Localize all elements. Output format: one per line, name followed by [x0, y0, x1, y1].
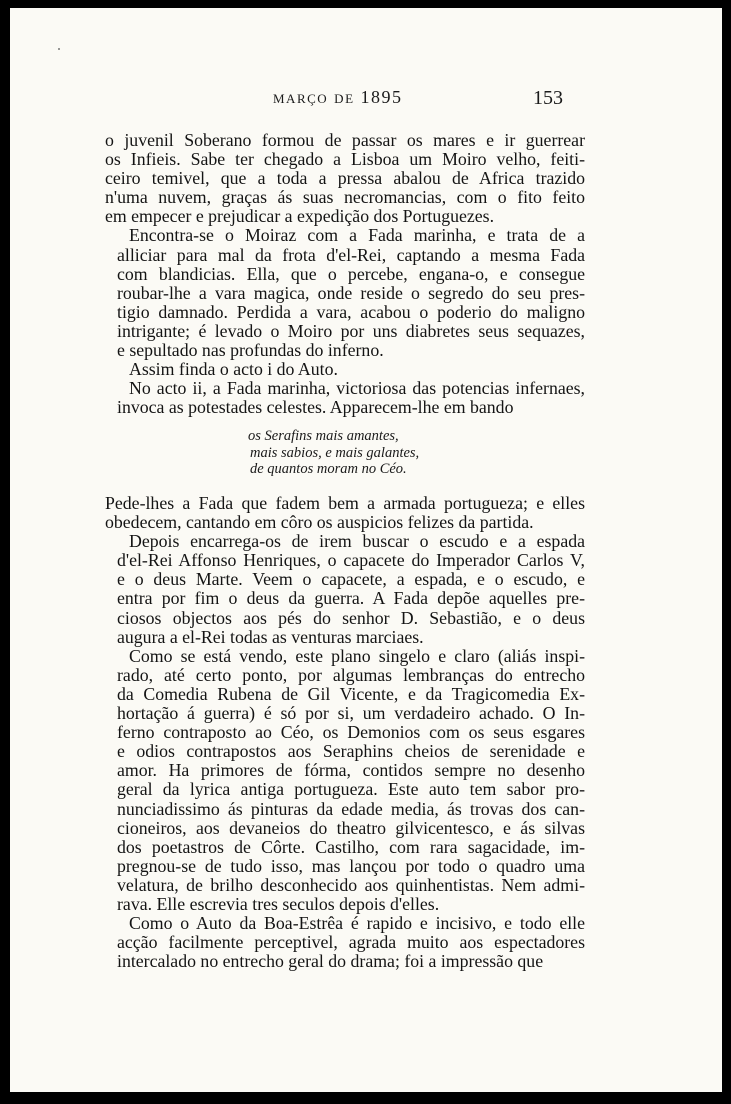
text-line: cioneiros, aos devaneios do theatro gilvicentesco, e ás silvas	[117, 817, 585, 838]
text-line: Como o Auto da Boa-Estrêa é rapido e incisivo, e todo elle	[129, 913, 585, 934]
text-line: intercalado no entrecho geral do drama; foi a impressão que	[117, 951, 544, 972]
text-line: ceiro temivel, que a toda a pressa abalou de Africa trazido	[105, 168, 585, 189]
paragraph	[105, 131, 585, 226]
text-line: amor. Ha primores de fórma, contidos sempre no desenho	[117, 760, 585, 781]
text-line: velatura, de brilho desconhecido aos quinhentistas. Nem admi-	[117, 874, 585, 895]
text-line: n'uma nuvem, graças ás suas necromancias, com o fito feito	[105, 187, 585, 208]
text-line: nunciadissimo ás pinturas da edade media, ás trovas dos can-	[117, 798, 585, 819]
verse-quote	[248, 428, 419, 478]
text-line: o juvenil Soberano formou de passar os mares e ir guerrear	[105, 130, 585, 150]
text-line: Pede-lhes a Fada que fadem bem a armada portugueza; e elles	[105, 493, 585, 513]
body-text-top	[105, 131, 585, 417]
paragraph	[105, 494, 585, 532]
paragraph	[105, 379, 585, 417]
text-line: hortação á guerra) é só por si, um verdadeiro achado. O In-	[117, 703, 585, 724]
text-line: pregnou-se de tudo isso, mas lançou por todo o quadro uma	[117, 855, 585, 876]
body-text-bottom	[105, 494, 585, 971]
text-line: com blandicias. Ella, que o percebe, engana-o, e consegue	[117, 263, 585, 284]
text-line: da Comedia Rubena de Gil Vicente, e da Tragicomedia Ex-	[117, 683, 585, 704]
text-line: Assim finda o acto i do Auto.	[129, 359, 338, 380]
text-line: Depois encarrega-os de irem buscar o escudo e a espada	[129, 531, 585, 552]
text-line: e o deus Marte. Veem o capacete, a espada, e o escudo, e	[117, 569, 585, 590]
text-line: e odios contrapostos aos Seraphins cheios de serenidade e	[117, 741, 585, 762]
text-line: Encontra-se o Moiraz com a Fada marinha, e trata de a	[129, 225, 585, 246]
paragraph	[105, 360, 585, 379]
running-header	[10, 8, 722, 138]
verse-line: os Serafins mais amantes,	[248, 428, 399, 444]
verse-line: de quantos moram no Céo.	[250, 461, 407, 477]
paragraph	[105, 647, 585, 914]
text-line: os Infieis. Sabe ter chegado a Lisboa um Moiro velho, feiti-	[105, 149, 585, 170]
text-line: obedecem, cantando em côro os auspicios felizes da partida.	[105, 512, 534, 533]
page-number: 153	[533, 87, 563, 109]
paragraph	[105, 226, 585, 360]
text-line: dos poetastros de Côrte. Castilho, com rara sagacidade, im-	[117, 836, 585, 857]
text-line: ciosos objectos aos pés do senhor D. Sebastião, e o deus	[117, 607, 585, 628]
text-line: roubar-lhe a vara magica, onde reside o segredo do seu pres-	[117, 282, 585, 303]
book-page	[10, 8, 722, 1092]
text-line: e sepultado nas profundas do inferno.	[117, 340, 384, 361]
text-line: No acto ii, a Fada marinha, victoriosa das potencias infernaes,	[129, 378, 585, 399]
paragraph	[105, 532, 585, 647]
text-line: tigio damnado. Perdida a vara, acabou o poderio do maligno	[117, 301, 585, 322]
paragraph	[105, 914, 585, 971]
text-line: alliciar para mal da frota d'el-Rei, captando a mesma Fada	[117, 244, 585, 265]
text-line: acção facilmente perceptivel, agrada muito aos espectadores	[117, 932, 585, 953]
text-line: invoca as potestades celestes. Apparecem-lhe em bando	[117, 397, 514, 418]
text-line: rava. Elle escrevia tres seculos depois d'elles.	[117, 893, 440, 914]
text-line: Como se está vendo, este plano singelo e claro (aliás inspi-	[129, 645, 585, 666]
running-title: março de 1895	[273, 87, 403, 107]
text-line: ferno contraposto ao Céo, os Demonios com os seus esgares	[117, 722, 585, 743]
text-line: geral da lyrica antiga portugueza. Este auto tem sabor pro-	[117, 779, 585, 800]
text-line: augura a el-Rei todas as venturas marciaes.	[117, 626, 424, 647]
text-line: em empecer e prejudicar a expedição dos Portuguezes.	[105, 206, 495, 227]
text-line: entra por fim o deus da guerra. A Fada depõe aquelles pre-	[117, 588, 585, 609]
text-line: rado, até certo ponto, por algumas lembranças do entrecho	[117, 664, 585, 685]
text-line: intrigante; é levado o Moiro por uns diabretes seus sequazes,	[117, 320, 585, 341]
text-line: d'el-Rei Affonso Henriques, o capacete do Imperador Carlos V,	[117, 550, 585, 571]
verse-line: mais sabios, e mais galantes,	[250, 444, 420, 461]
